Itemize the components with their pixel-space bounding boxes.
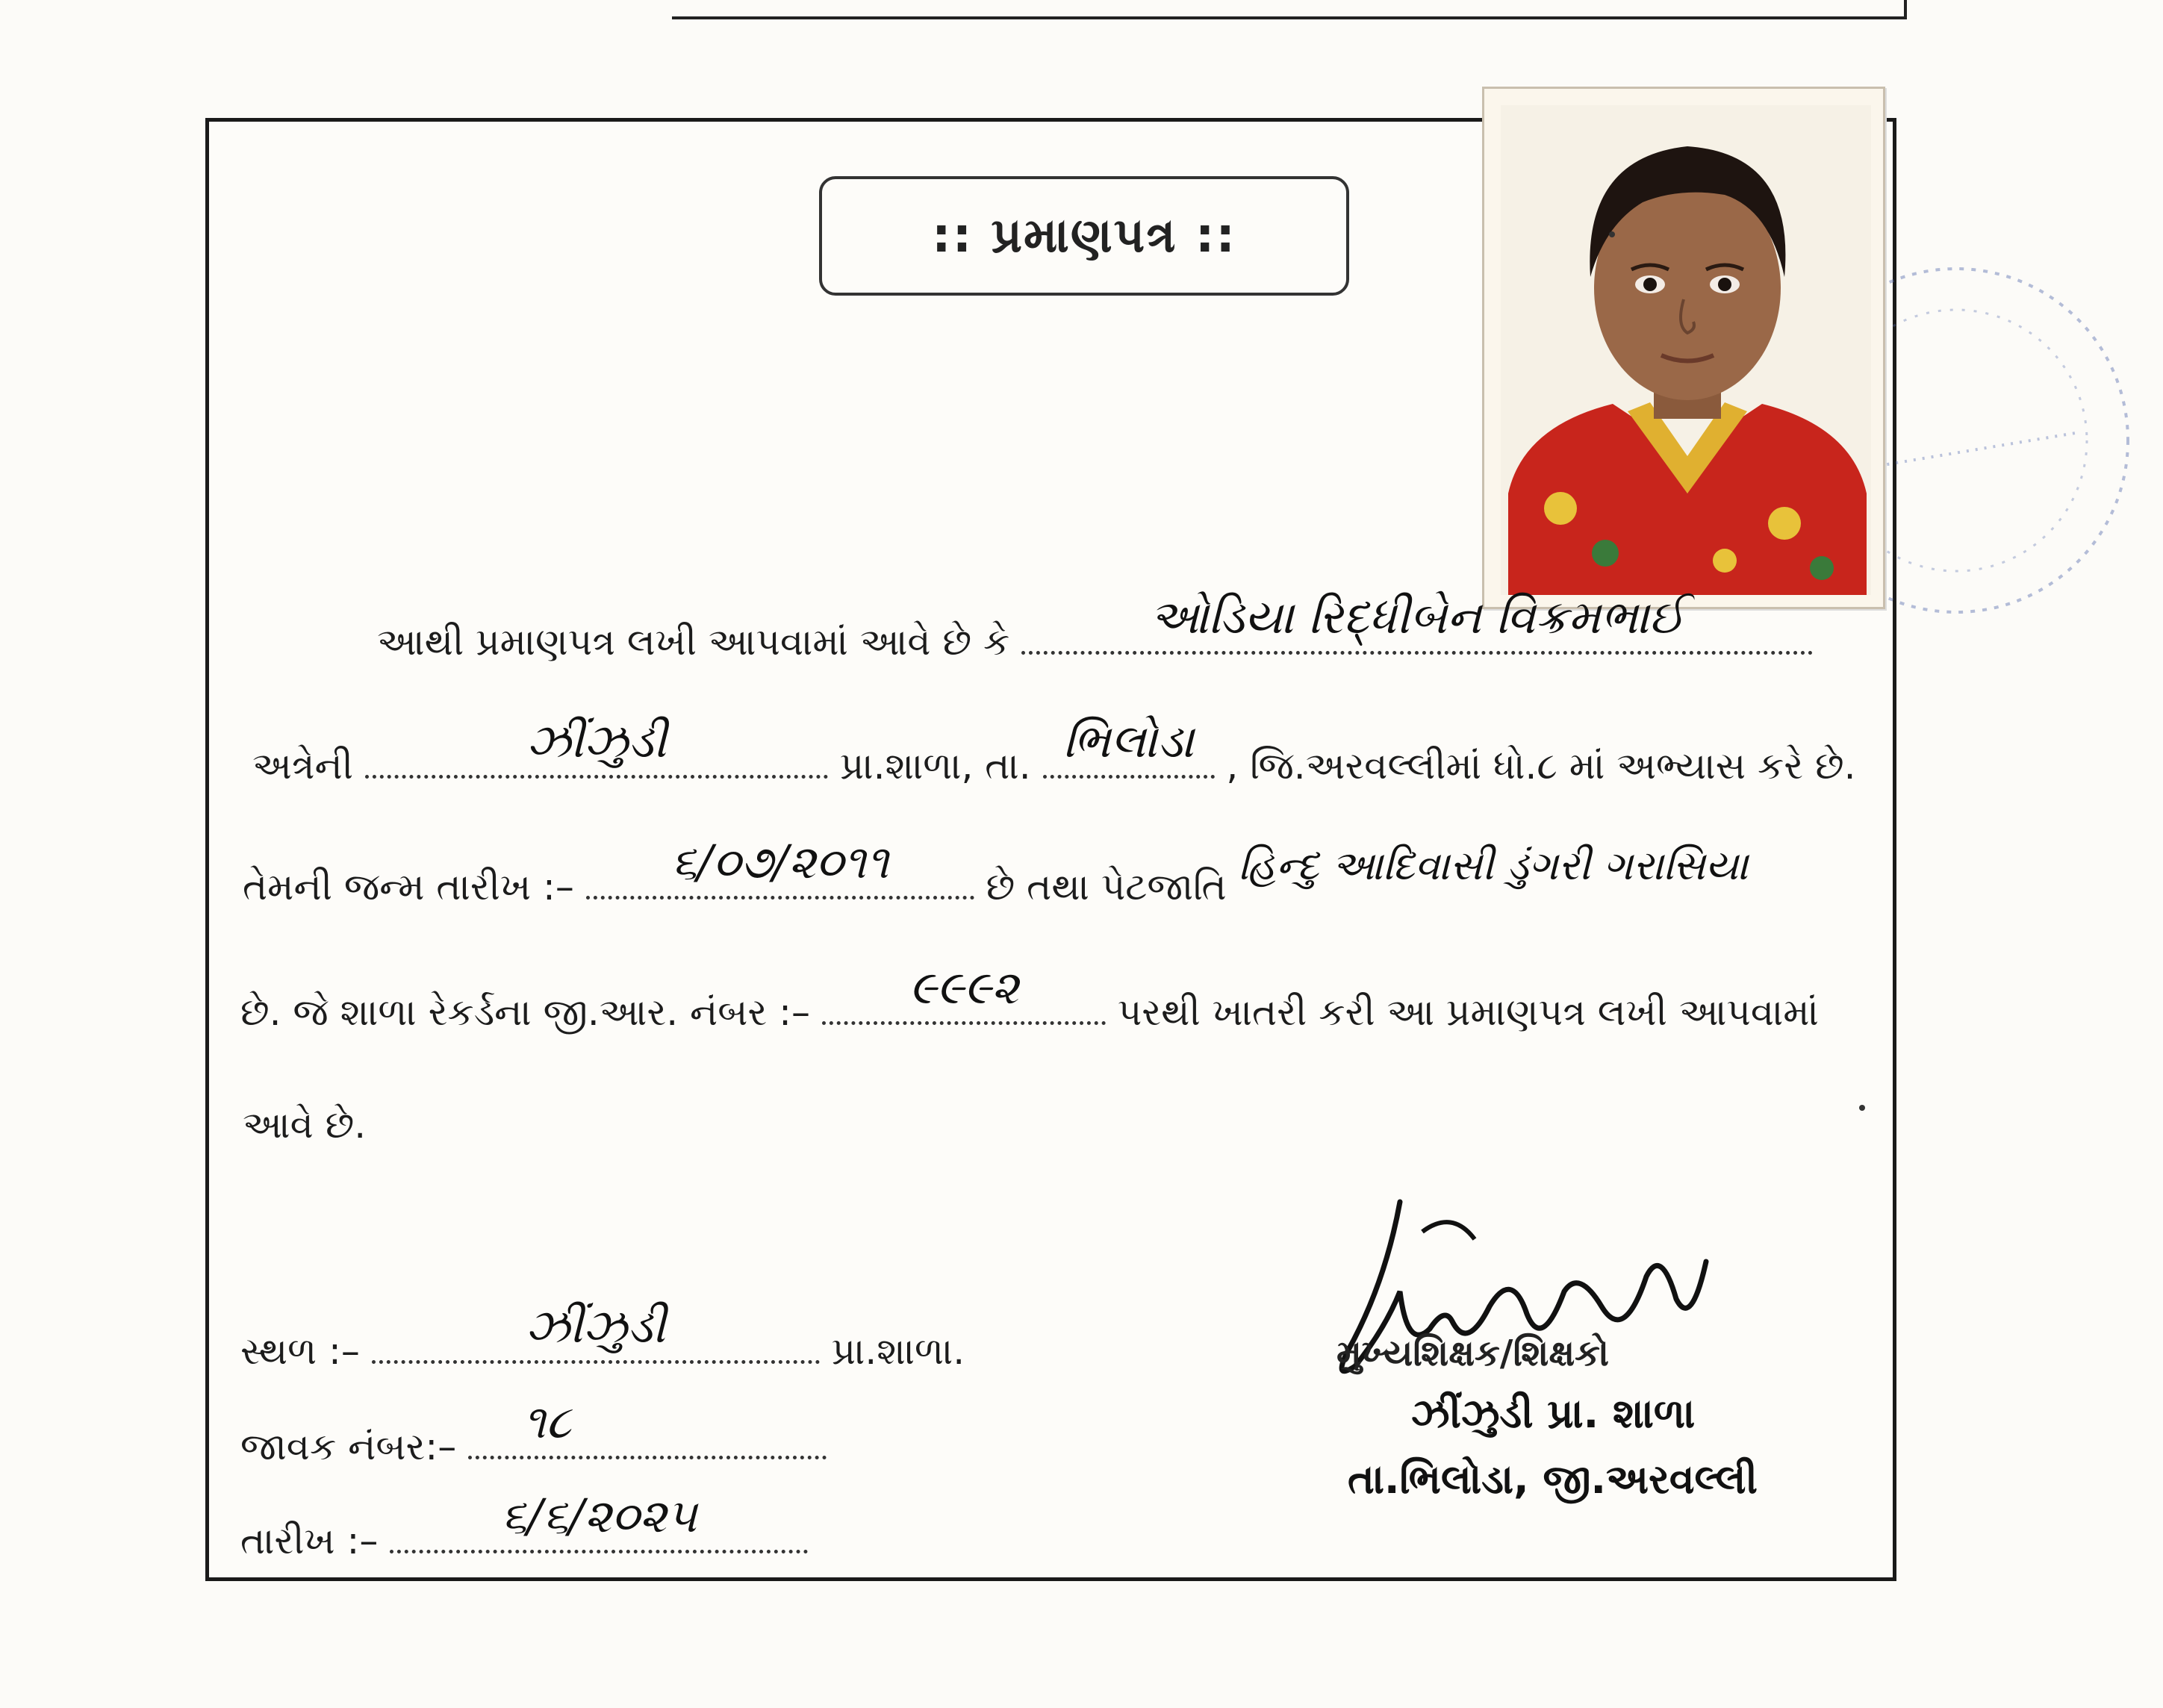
student-photo: [1482, 87, 1885, 609]
line1-prefix: આથી પ્રમાણપત્ર લખી આપવામાં આવે છે કે: [377, 620, 1010, 664]
signatory-place: તા.ભિલોડા, જી.અરવલ્લી: [1348, 1456, 1758, 1503]
previous-page-edge: [672, 0, 1907, 19]
school-field: [365, 714, 828, 779]
student-name: ઓડિયા રિદ્ધીબેન વિક્રમભાઈ: [1149, 590, 1685, 644]
gr-number: ૯૯૯૨: [909, 960, 1019, 1014]
line4-suffix: પરથી ખાતરી કરી આ પ્રમાણપત્ર લખી આપવામાં: [1117, 991, 1819, 1034]
place-label: સ્થળ :–: [240, 1330, 360, 1373]
gr-number-field: [822, 960, 1106, 1025]
outward-line: [240, 1394, 827, 1469]
outward-value: ૧૮: [523, 1394, 571, 1449]
caste-field: [1238, 842, 1926, 900]
place-line: [240, 1299, 965, 1374]
speck: [1609, 231, 1615, 237]
para-line-4: [240, 960, 1819, 1035]
date-field: [390, 1489, 808, 1553]
birth-date: ૬/૦૭/૨૦૧૧: [671, 835, 889, 889]
line2-suffix: , જિ.અરવલ્લીમાં ધો.૮ માં અભ્યાસ કરે છે.: [1226, 744, 1856, 788]
line5-text: આવે છે.: [243, 1103, 367, 1147]
date-label: તારીખ :–: [240, 1519, 379, 1562]
speck: [1859, 1105, 1865, 1111]
place-field: [372, 1299, 820, 1364]
line3-prefix: તેમની જન્મ તારીખ :–: [243, 865, 574, 908]
line3-mid: છે તથા પેટજાતિ: [986, 865, 1227, 908]
date-value: ૬/૬/૨૦૨૫: [501, 1489, 697, 1543]
place-suffix: પ્રા.શાળા.: [831, 1330, 965, 1373]
para-line-2: [252, 714, 1856, 788]
taluka-field: [1043, 714, 1215, 779]
line2-prefix: અત્રેની: [252, 744, 354, 788]
certificate-title: :: પ્રમાણપત્ર ::: [819, 176, 1349, 296]
outward-field: [468, 1394, 827, 1459]
line4-prefix: છે. જે શાળા રેકર્ડના જી.આર. નંબર :–: [240, 991, 810, 1034]
caste: હિન્દુ આદિવાસી ડુંગરી ગરાસિયા: [1238, 842, 1749, 889]
signatory-role: મુખ્યશિક્ષક/શિક્ષકો: [1336, 1333, 1610, 1374]
signatory-school: ઝીંઝુડી પ્રા. શાળા: [1411, 1390, 1696, 1437]
para-line-3: [243, 835, 1926, 909]
student-name-field: [1021, 590, 1813, 655]
line2-mid: પ્રા.શાળા, તા.: [839, 744, 1031, 788]
para-line-1: [377, 590, 1813, 664]
taluka-name: ભિલોડા: [1062, 714, 1195, 768]
school-name: ઝીંઝુડી: [526, 714, 667, 768]
para-line-5: [243, 1103, 366, 1147]
birth-date-field: [586, 835, 974, 900]
outward-label: જાવક નંબર:–: [240, 1425, 457, 1468]
place-value: ઝીંઝુડી: [525, 1299, 666, 1353]
date-line: [240, 1489, 808, 1563]
